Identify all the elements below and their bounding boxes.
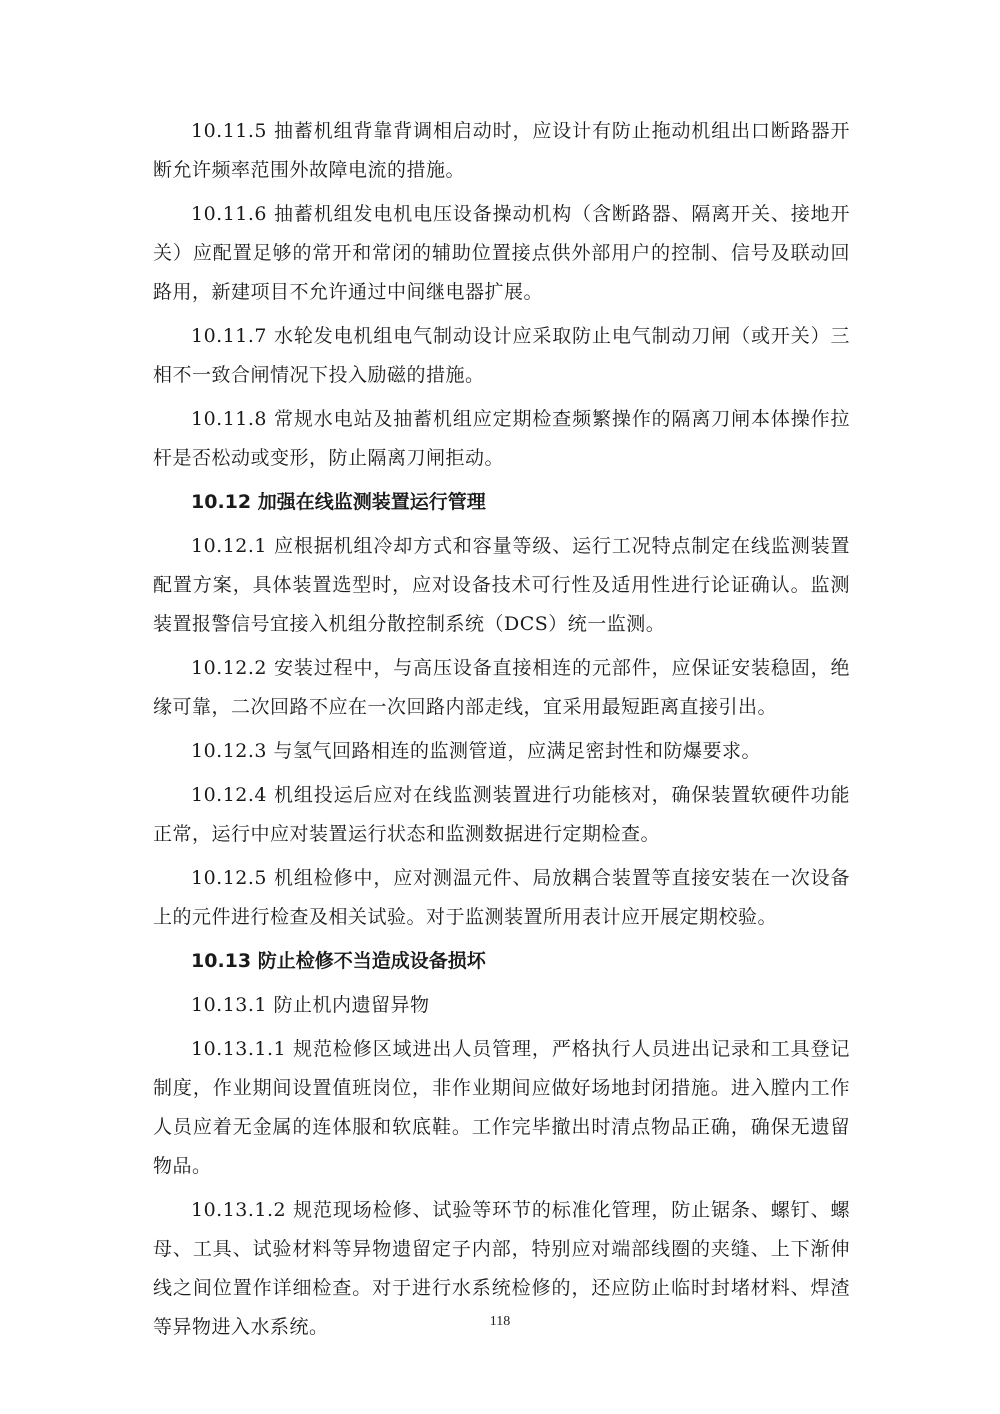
paragraph-10-12-4: 10.12.4 机组投运后应对在线监测装置进行功能核对，确保装置软硬件功能正常，运行中应对装置运行状态和监测数据进行定期检查。 bbox=[153, 784, 850, 845]
document-body bbox=[153, 112, 850, 1352]
paragraph-10-12-3: 10.12.3 与氢气回路相连的监测管道，应满足密封性和防爆要求。 bbox=[191, 740, 762, 762]
section-heading-10-12: 10.12 加强在线监测装置运行管理 bbox=[191, 491, 486, 513]
paragraph-10-12-1: 10.12.1 应根据机组冷却方式和容量等级、运行工况特点制定在线监测装置配置方案，具体装置选型时，应对设备技术可行性及适用性进行论证确认。监测装置报警信号宜接入机组分散控制系统（DCS）统一监测。 bbox=[153, 535, 850, 635]
paragraph-10-12-2: 10.12.2 安装过程中，与高压设备直接相连的元部件，应保证安装稳固，绝缘可靠，二次回路不应在一次回路内部走线，宜采用最短距离直接引出。 bbox=[153, 657, 850, 718]
paragraph-10-13-1: 10.13.1 防止机内遗留异物 bbox=[191, 994, 430, 1016]
paragraph-10-13-1-1: 10.13.1.1 规范检修区域进出人员管理，严格执行人员进出记录和工具登记制度，作业期间设置值班岗位，非作业期间应做好场地封闭措施。进入膛内工作人员应着无金属的连体服和软底鞋。工作完毕撤出时清点物品正确，确保无遗留物品。 bbox=[153, 1038, 850, 1177]
paragraph-10-11-6: 10.11.6 抽蓄机组发电机电压设备操动机构（含断路器、隔离开关、接地开关）应配置足够的常开和常闭的辅助位置接点供外部用户的控制、信号及联动回路用，新建项目不允许通过中间继电器扩展。 bbox=[153, 203, 850, 303]
paragraph-10-13-1-2: 10.13.1.2 规范现场检修、试验等环节的标准化管理，防止锯条、螺钉、螺母、工具、试验材料等异物遗留定子内部，特别应对端部线圈的夹缝、上下渐伸线之间位置作详细检查。对于进行水系统检修的，还应防止临时封堵材料、焊渣等异物进入水系统。 bbox=[153, 1199, 850, 1338]
paragraph-10-11-8: 10.11.8 常规水电站及抽蓄机组应定期检查频繁操作的隔离刀闸本体操作拉杆是否松动或变形，防止隔离刀闸拒动。 bbox=[153, 408, 850, 469]
paragraph-10-12-5: 10.12.5 机组检修中，应对测温元件、局放耦合装置等直接安装在一次设备上的元件进行检查及相关试验。对于监测装置所用表计应开展定期校验。 bbox=[153, 867, 850, 928]
section-heading-10-13: 10.13 防止检修不当造成设备损坏 bbox=[191, 950, 486, 972]
page-number: 118 bbox=[489, 1314, 511, 1329]
paragraph-10-11-5: 10.11.5 抽蓄机组背靠背调相启动时，应设计有防止拖动机组出口断路器开断允许频率范围外故障电流的措施。 bbox=[153, 120, 850, 181]
paragraph-10-11-7: 10.11.7 水轮发电机组电气制动设计应采取防止电气制动刀闸（或开关）三相不一致合闸情况下投入励磁的措施。 bbox=[153, 325, 850, 386]
